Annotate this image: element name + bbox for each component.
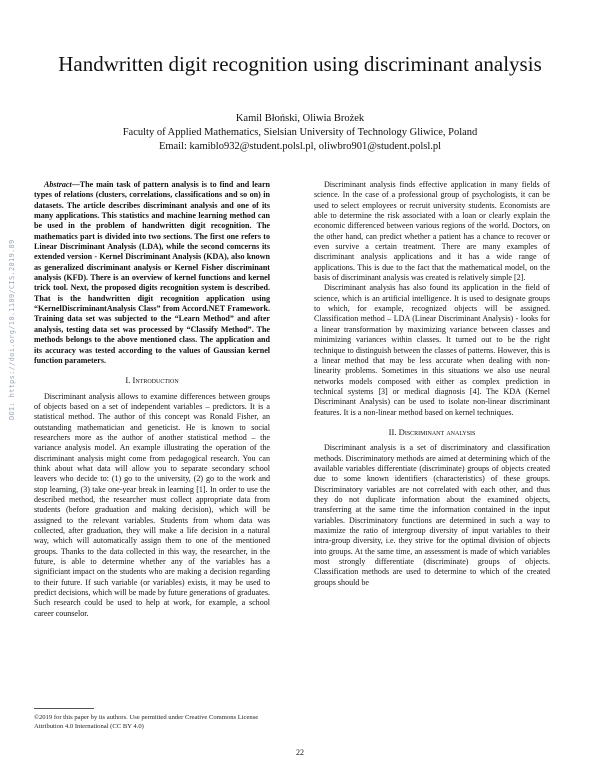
author-affiliation: Faculty of Applied Mathematics, Sielsian University of Technology Gliwice, Poland xyxy=(122,127,478,138)
right-paragraph-2: Discriminant analysis has also found its application in the field of science, which is an artificial intelligence. It is used to designate groups to which, for example, recognized objects will be assigned. Classification method – LDA (Linear Discriminant Analysis) - looks for a linear transformation by maximizing variance between classes and minimizing variances within classes. It turned out to be the right technique to distinguish between the classes of patterns. However, this is a linear method that may be less accurate when dealing with non-linearity problems. Sometimes in this situations we also use neural networks models composed with either as complex prediction in technical systems [3] or medical diagnosis [4]. The KDA (Kernel Discriminant Analysis) can be used to isolate non-linear discriminant features. It is a non-linear method based on kernel techniques. xyxy=(314,283,550,417)
footnote-rule xyxy=(34,708,94,709)
abstract xyxy=(34,180,270,366)
section-heading-discriminant-analysis: II. Discriminant analysis xyxy=(388,426,476,437)
left-column xyxy=(34,180,270,619)
author-names: Kamil Błoński, Oliwia Brożek xyxy=(235,113,365,124)
abstract-text: —The main task of pattern analysis is to find and learn types of relations (clusters, correlations, classifications and so on) in datasets. The article describes discriminant analysis and one of its many applications. This statistics and machine learning method can be used in the problem of handwritten digit recognition. The mathematics part is divided into two sections. The first one refers to Linear Discriminant Analysis (LDA), while the second comcerns its extended version - Kernel Discriminant Analysis (KDA), also known as generalized discriminant analysis or Kernel Fisher discriminant analysis (KFD). There is an overview of kernel functions and kernel trick tool. Next, the proposed digits recognition system is described. That is the handwritten digit recognition application using “KernelDiscriminantAnalysis Class” from Accord.NET Framework. Training data set was subjected to the “Learn Method” and after analysis, testing data set was processed by “Classify Method”. The methods belongs to the above mentioned class. The application and its accuracy was tested according to the values of Gaussian kernel function parameters. xyxy=(34,180,270,365)
introduction-paragraph: Discriminant analysis allows to examine differences between groups of objects based on a set of independent variables – predictors. It is a statistical method. The author of this concept was Ronald Fisher, an outstanding mathematician and geneticist. He is known to social researchers more as the author of another statistical method – the variance analysis model. An example illustrating the operation of the discriminant analysis might come from pedagogical research. You can think about what data will allow you to separate secondary school leavers who decide to: (1) go to the university, (2) go to the work and stop learning, (3) take one-year break in learning [1]. In order to use the described method, the researcher must collect appropriate data from students (before graduation and making decision), which will be assigned to the relevant variables. Students from whom data was collected, after graduation, they will make a life decision in a natural way, which will automatically assign them to one of the mentioned groups. Thanks to the data collected in this way, the researcher, in the future, is able to determine whether any of the variables has a significiant impact on the students who are making a decision regarding to their future. If such variable (or variables) exists, it may be used to predict decisions, which will be made by future generations of graduates. Such research could be used to help at work, for example, a school career counselor. xyxy=(34,391,270,618)
copyright-footnote: ©2019 for this paper by its authors. Use permitted under Creative Commons License Attribution 4.0 International (CC BY 4.0) xyxy=(34,714,259,730)
right-paragraph-3: Discriminant analysis is a set of discriminatory and classification methods. Discriminatory methods are aimed at determining which of the available variables differentiate (discriminate) groups of objects created due to some known identifiers (characteristics) of these groups. Discriminatory variables are not correlated with each other, and thus they do not duplicate information about the examined objects, transferring at the same time the information contained in the input variables. Discriminatory functions are determined in such a way to maximize the ratio of intergroup diversity of input variables to their intra-group diversity, i.e. they strive for the optimal division of objects into groups. At the same time, an assessment is made of which variables most strongly differentiate (discriminate) groups of objects. Classification methods are used to determine to which of the created groups should be xyxy=(314,443,550,587)
page-number: 22 xyxy=(296,748,304,757)
side-identifier-text: DOI: https://doi.org/10.1109/CIS.2019.89 xyxy=(8,239,16,420)
author-email: Email: kamiblo932@student.polsl.pl, oliwbro901@student.polsl.pl xyxy=(158,141,442,152)
paper-title: Handwritten digit recognition using discriminant analysis xyxy=(58,52,542,76)
right-paragraph-1: Discriminant analysis finds effective application in many fields of science. In the case of a professional group of psychologists, it can be used to select employees or recruit university students. Economists are able to determine the risk associated with a loan or clearly explain the economic differenced between various regions of the world. Doctors, on the other hand, can predict whether a patient has a chance to recover or even survive a certain treatment. There are many examples of discriminant analysis applications and it has a wide range of applications. This is due to the fact that the mathematical model, on the basis of discriminant analysis was created is relatively simple [2]. xyxy=(314,180,550,283)
author-block xyxy=(40,112,560,154)
abstract-label: Abstract xyxy=(44,180,72,189)
right-column xyxy=(314,180,550,588)
section-heading-introduction: I. Introduction xyxy=(125,375,179,386)
